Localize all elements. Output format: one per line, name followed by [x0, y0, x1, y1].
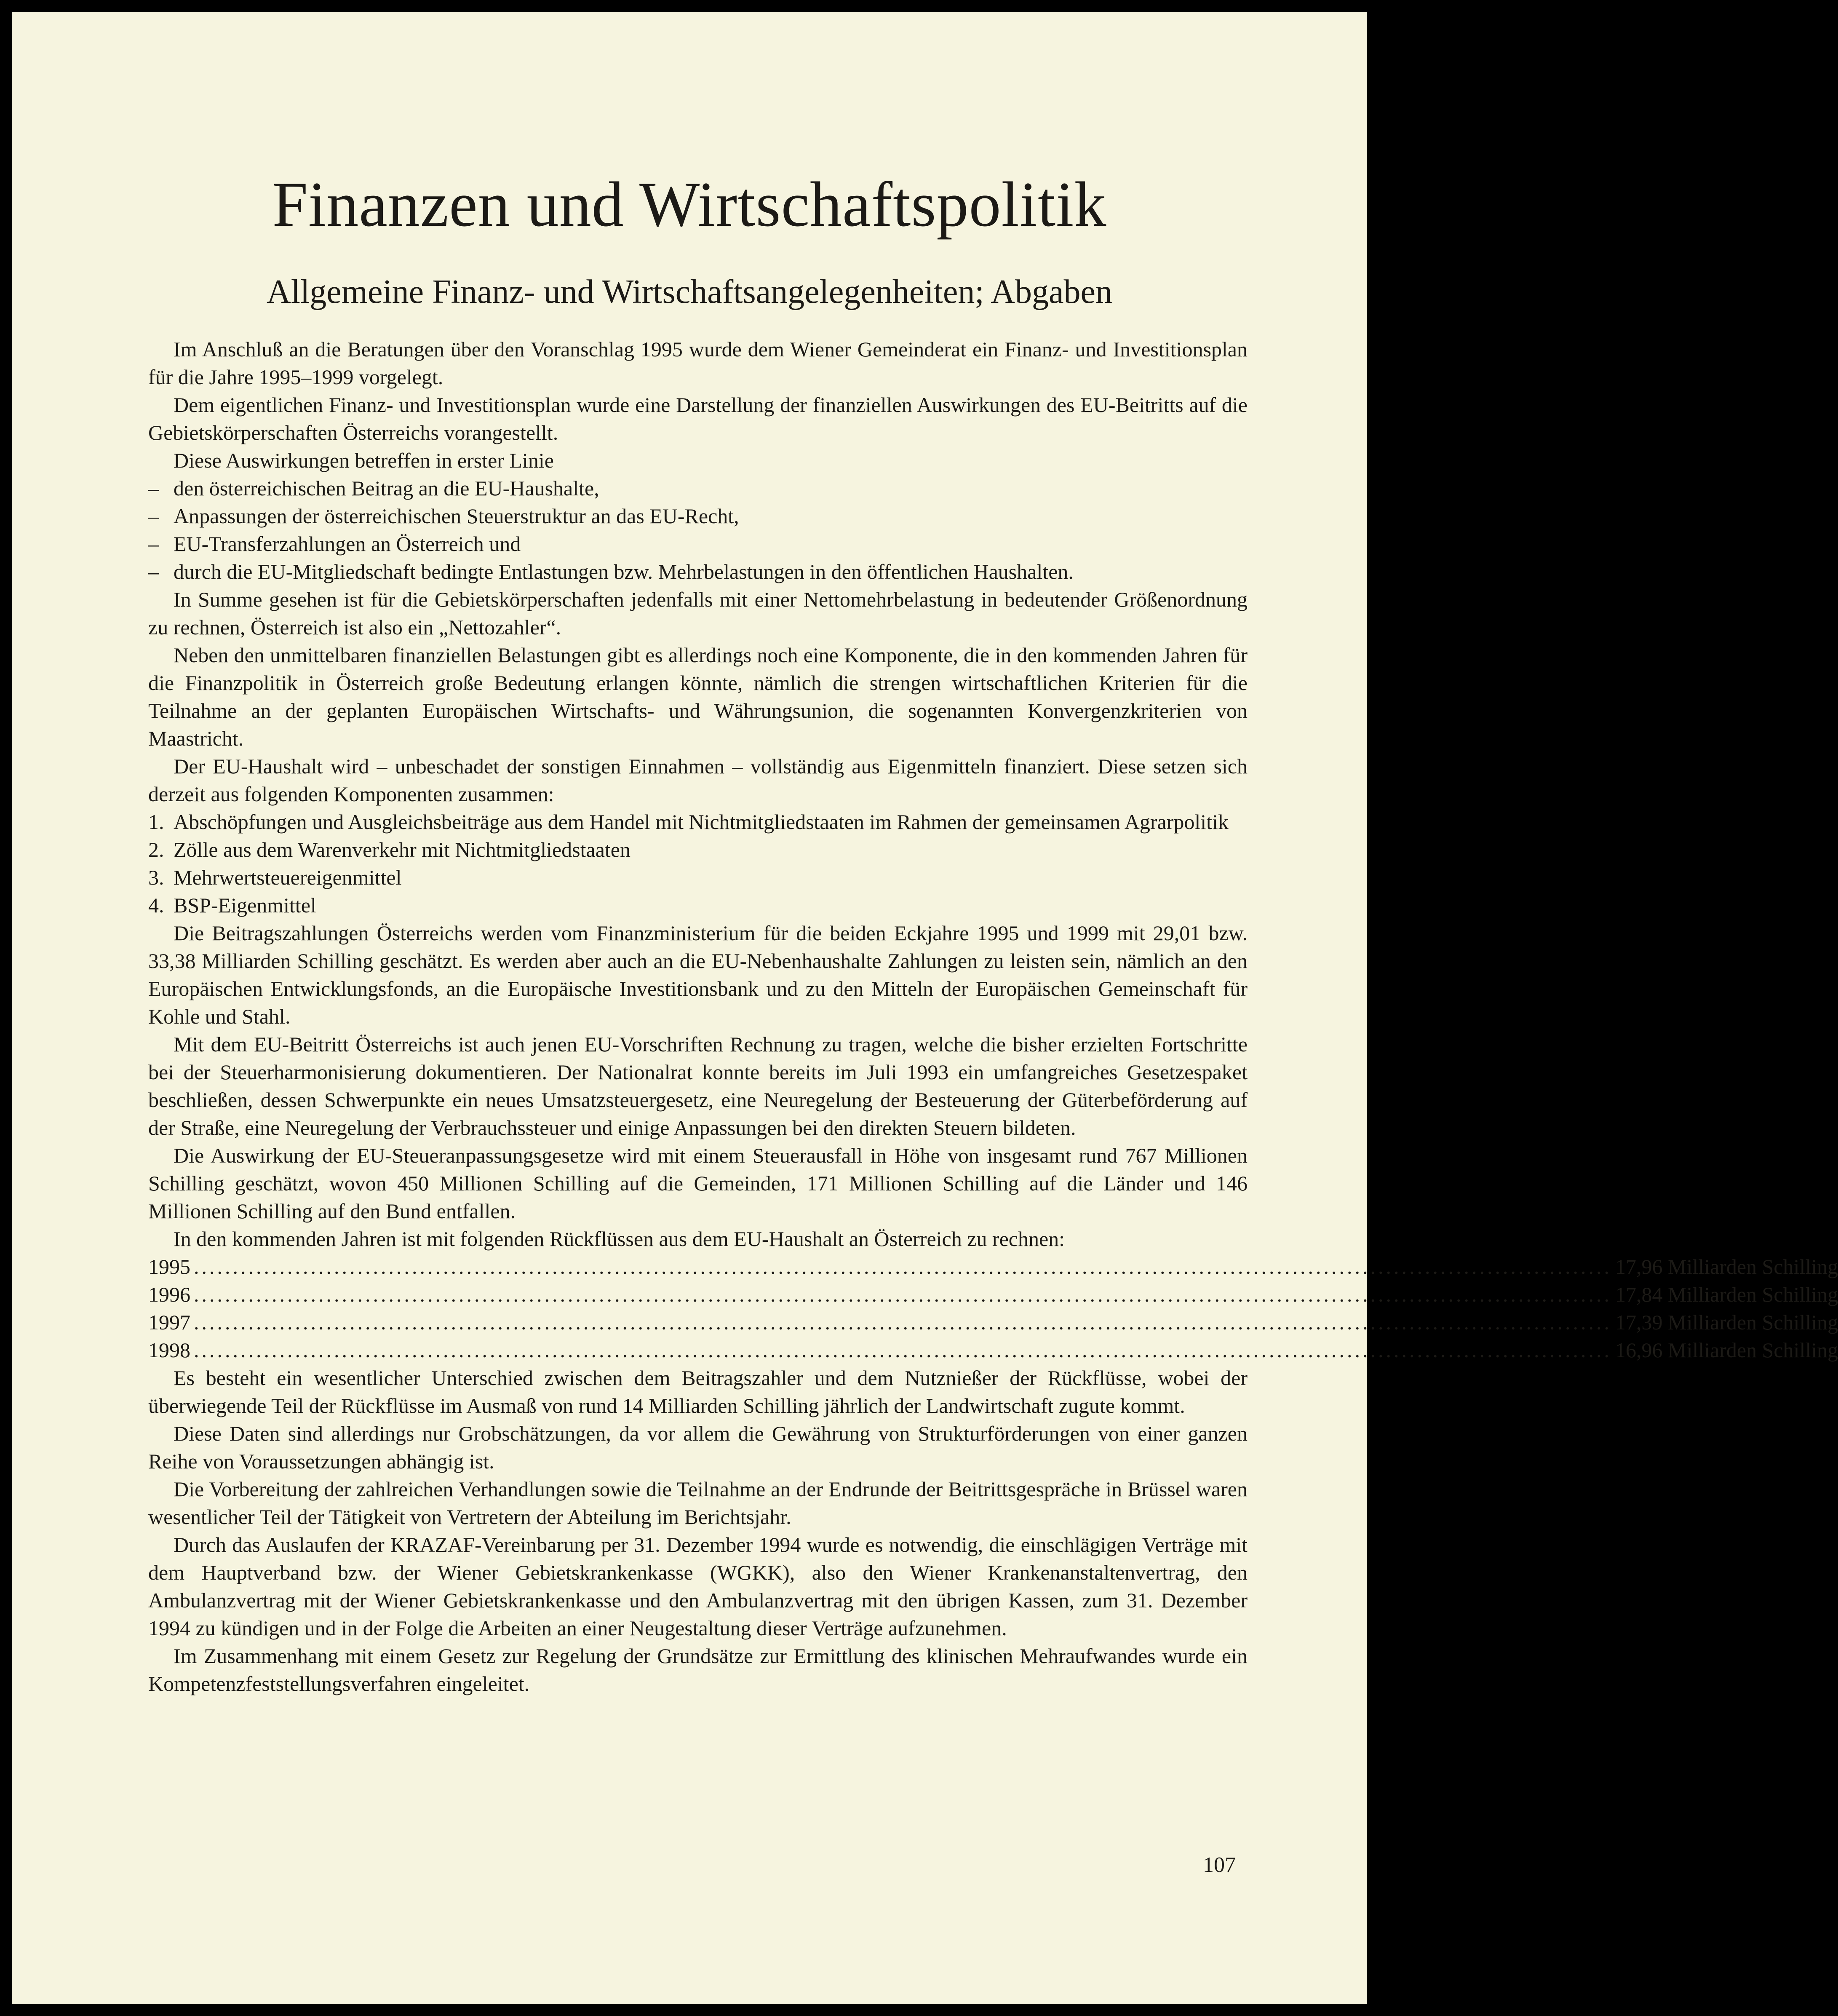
list-item: – den österreichischen Beitrag an die EU-Haushalte,	[148, 474, 1248, 502]
item-number: 1.	[148, 810, 164, 834]
dash-marker: –	[148, 560, 159, 583]
table-row	[148, 1308, 1838, 1336]
paragraph: In Summe gesehen ist für die Gebietskörperschaften jedenfalls mit einer Nettomehrbelastung in bedeutender Größenordnung zu rechnen, Österreich ist also ein „Nettozahler“.	[148, 588, 1248, 639]
year-cell: 1996	[148, 1283, 190, 1306]
amount-cell: 17,84 Milliarden Schilling	[1615, 1283, 1838, 1306]
amount-cell: 16,96 Milliarden Schilling	[1615, 1338, 1838, 1362]
paragraph: Durch das Auslaufen der KRAZAF-Vereinbarung per 31. Dezember 1994 wurde es notwendig, die einschlägigen Verträge mit dem Hauptverband bzw. der Wiener Gebietskrankenkasse (WGKK), also den Wiener Krankenanstaltenvertrag, den Ambulanzvertrag mit der Wiener Gebietskrankenkasse und den Ambulanzvertrag mit den übrigen Kassen, zum 31. Dezember 1994 zu kündigen und in der Folge die Arbeiten an einer Neugestaltung dieser Verträge aufzunehmen.	[148, 1533, 1248, 1640]
item-number: 2.	[148, 838, 164, 861]
dash-marker: –	[148, 532, 159, 556]
amount-cell: 17,96 Milliarden Schilling	[1615, 1255, 1838, 1278]
body-text	[148, 335, 1838, 1698]
document-page	[12, 12, 1838, 2004]
dot-leader: ......................................................................................................................................................................................	[194, 1310, 1612, 1334]
dot-leader: ......................................................................................................................................................................................	[194, 1338, 1612, 1362]
page-number: 107	[1203, 1853, 1236, 1877]
paragraph: Im Anschluß an die Beratungen über den Voranschlag 1995 wurde dem Wiener Gemeinderat ein Finanz- und Investitionsplan für die Jahre 1995–1999 vorgelegt.	[148, 337, 1248, 389]
amount-cell: 17,39 Milliarden Schilling	[1615, 1310, 1838, 1334]
paragraph: Die Beitragszahlungen Österreichs werden vom Finanzministerium für die beiden Eckjahre 1995 und 1999 mit 29,01 bzw. 33,38 Milliarden Schilling geschätzt. Es werden aber auch an die EU-Nebenhaushalte Zahlungen zu leisten sein, nämlich an den Europäischen Entwicklungsfonds, an die Europäische Investitionsbank und zu den Mitteln der Europäischen Gemeinschaft für Kohle und Stahl.	[148, 921, 1248, 1028]
paragraph: Diese Auswirkungen betreffen in erster Linie	[174, 449, 554, 472]
list-item: 3. Mehrwertsteuereigenmittel	[148, 864, 1248, 891]
dash-marker: –	[148, 476, 159, 500]
dot-leader: ......................................................................................................................................................................................	[194, 1283, 1612, 1306]
paragraph: Neben den unmittelbaren finanziellen Belastungen gibt es allerdings noch eine Komponente, die in den kommenden Jahren für die Finanzpolitik in Österreich große Bedeutung erlangen könnte, nämlich die strengen wirtschaftlichen Kriterien für die Teilnahme an der geplanten Europäischen Wirtschafts- und Währungsunion, die sogenannten Konvergenzkriterien von Maastricht.	[148, 643, 1248, 750]
year-cell: 1998	[148, 1338, 190, 1362]
section-heading: Allgemeine Finanz- und Wirtschaftsangelegenheiten; Abgaben	[266, 273, 1112, 310]
paragraph: Der EU-Haushalt wird – unbeschadet der sonstigen Einnahmen – vollständig aus Eigenmitteln finanziert. Diese setzen sich derzeit aus folgenden Komponenten zusammen:	[148, 754, 1248, 806]
list-item: 1. Abschöpfungen und Ausgleichsbeiträge aus dem Handel mit Nichtmitgliedstaaten im Rahmen der gemeinsamen Agrarpolitik	[148, 808, 1248, 836]
paragraph: Die Vorbereitung der zahlreichen Verhandlungen sowie die Teilnahme an der Endrunde der Beitrittsgespräche in Brüssel waren wesentlicher Teil der Tätigkeit von Vertretern der Abteilung im Berichtsjahr.	[148, 1477, 1248, 1529]
table-row	[148, 1336, 1838, 1364]
year-cell: 1995	[148, 1255, 190, 1278]
paragraph: Dem eigentlichen Finanz- und Investitionsplan wurde eine Darstellung der finanziellen Auswirkungen des EU-Beitritts auf die Gebietskörperschaften Österreichs vorangestellt.	[148, 393, 1248, 444]
table-row	[148, 1253, 1838, 1281]
dot-leader: ......................................................................................................................................................................................	[194, 1255, 1612, 1278]
paragraph: In den kommenden Jahren ist mit folgenden Rückflüssen aus dem EU-Haushalt an Österreich zu rechnen:	[174, 1227, 1065, 1251]
list-item: – Anpassungen der österreichischen Steuerstruktur an das EU-Recht,	[148, 502, 1248, 530]
item-number: 4.	[148, 893, 164, 917]
paragraph: Es besteht ein wesentlicher Unterschied zwischen dem Beitragszahler und dem Nutznießer der Rückflüsse, wobei der überwiegende Teil der Rückflüsse im Ausmaß von rund 14 Milliarden Schilling jährlich der Landwirtschaft zugute kommt.	[148, 1366, 1248, 1417]
table-row	[148, 1281, 1838, 1308]
page-title: Finanzen und Wirtschaftspolitik	[272, 169, 1107, 240]
list-item: 4. BSP-Eigenmittel	[148, 891, 1248, 919]
list-item: – EU-Transferzahlungen an Österreich und	[148, 530, 1248, 558]
paragraph: Im Zusammenhang mit einem Gesetz zur Regelung der Grundsätze zur Ermittlung des klinischen Mehraufwandes wurde ein Kompetenzfeststellungsverfahren eingeleitet.	[148, 1644, 1248, 1695]
item-number: 3.	[148, 866, 164, 889]
list-item: – durch die EU-Mitgliedschaft bedingte Entlastungen bzw. Mehrbelastungen in den öffentlichen Haushalten.	[148, 558, 1248, 586]
paragraph: Mit dem EU-Beitritt Österreichs ist auch jenen EU-Vorschriften Rechnung zu tragen, welche die bisher erzielten Fortschritte bei der Steuerharmonisierung dokumentieren. Der Nationalrat konnte bereits im Juli 1993 ein umfangreiches Gesetzespaket beschließen, dessen Schwerpunkte ein neues Umsatzsteuergesetz, eine Neuregelung der Besteuerung der Güterbeförderung auf der Straße, eine Neuregelung der Verbrauchssteuer und einige Anpassungen bei den direkten Steuern bildeten.	[148, 1032, 1248, 1139]
numbered-list	[148, 808, 1248, 919]
dash-list	[148, 474, 1248, 586]
year-cell: 1997	[148, 1310, 190, 1334]
returns-table	[148, 1253, 1838, 1364]
paragraph: Die Auswirkung der EU-Steueranpassungsgesetze wird mit einem Steuerausfall in Höhe von insgesamt rund 767 Millionen Schilling geschätzt, wovon 450 Millionen Schilling auf die Gemeinden, 171 Millionen Schilling auf die Länder und 146 Millionen Schilling auf den Bund entfallen.	[148, 1144, 1248, 1223]
list-item: 2. Zölle aus dem Warenverkehr mit Nichtmitgliedstaaten	[148, 836, 1248, 864]
dash-marker: –	[148, 504, 159, 528]
paragraph: Diese Daten sind allerdings nur Grobschätzungen, da vor allem die Gewährung von Strukturförderungen von einer ganzen Reihe von Voraussetzungen abhängig ist.	[148, 1422, 1248, 1473]
